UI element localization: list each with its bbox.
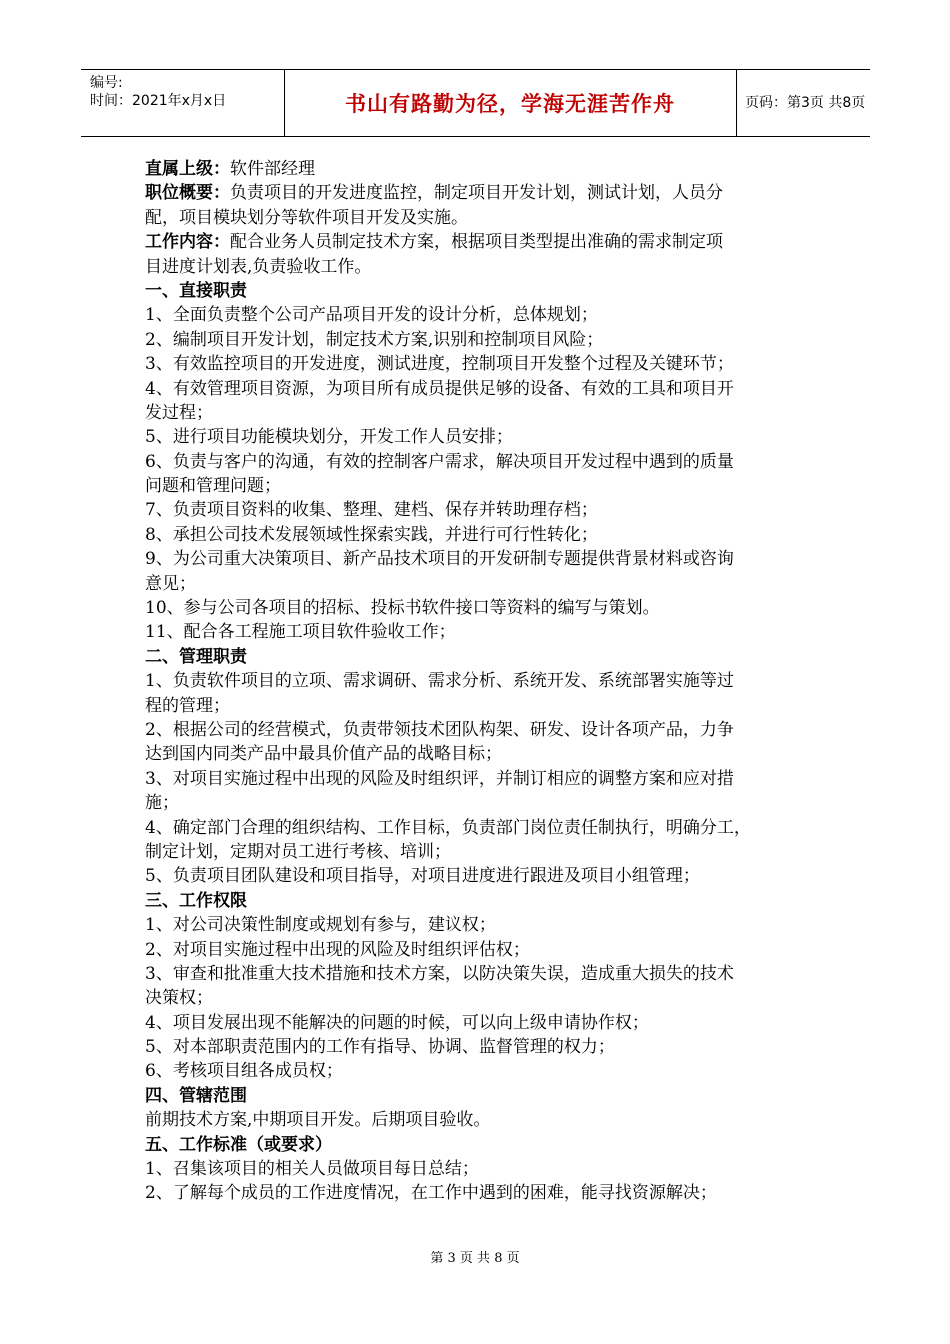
document-body (145, 157, 820, 1206)
list-item-cont: 意见； (145, 573, 196, 594)
section-title-jurisdiction: 四、管辖范围 (145, 1085, 247, 1106)
list-item: 4、有效管理项目资源，为项目所有成员提供足够的设备、有效的工具和项目开 (145, 378, 734, 399)
list-item-cont: 程的管理； (145, 695, 230, 716)
list-item: 5、对本部职责范围内的工作有指导、协调、监督管理的权力； (145, 1037, 615, 1058)
list-item: 1、召集该项目的相关人员做项目每日总结； (145, 1159, 479, 1180)
list-item: 前期技术方案,中期项目开发。后期项目验收。 (145, 1110, 491, 1131)
overview-label: 职位概要： (145, 183, 230, 204)
list-item: 9、为公司重大决策项目、新产品技术项目的开发研制专题提供背景材料或咨询 (145, 549, 734, 570)
list-item: 4、确定部门合理的组织结构、工作目标，负责部门岗位责任制执行，明确分工， (145, 817, 751, 838)
page-footer: 第 3 页 共 8 页 (430, 1251, 520, 1266)
list-item: 1、对公司决策性制度或规划有参与，建议权； (145, 915, 496, 936)
list-item-cont: 发过程； (145, 402, 213, 423)
section-title-direct-duties: 一、直接职责 (145, 280, 247, 301)
page-header (81, 69, 870, 137)
header-page-cell (736, 70, 870, 136)
list-item: 3、有效监控项目的开发进度，测试进度，控制项目开发整个过程及关键环节； (145, 354, 734, 375)
work-content-line-cont: 目进度计划表,负责验收工作。 (145, 256, 372, 277)
list-item: 4、项目发展出现不能解决的问题的时候，可以向上级申请协作权； (145, 1012, 649, 1033)
document-time-label: 时间：2021年x月x日 (90, 93, 227, 109)
overview-line-cont: 配，项目模块划分等软件项目开发及实施。 (145, 207, 468, 228)
header-page-info: 页码：第3页 共8页 (745, 95, 866, 111)
list-item: 1、负责软件项目的立项、需求调研、需求分析、系统开发、系统部署实施等过 (145, 671, 734, 692)
header-motto-cell (284, 70, 737, 136)
list-item: 6、负责与客户的沟通，有效的控制客户需求，解决项目开发过程中遇到的质量 (145, 451, 734, 472)
list-item: 10、参与公司各项目的招标、投标书软件接口等资料的编写与策划。 (145, 598, 660, 619)
list-item: 7、负责项目资料的收集、整理、建档、保存并转助理存档； (145, 500, 598, 521)
list-item: 2、对项目实施过程中出现的风险及时组织评估权； (145, 939, 530, 960)
superior-label: 直属上级： (145, 159, 230, 179)
superior-line (145, 157, 820, 181)
overview-text: 负责项目的开发进度监控，制定项目开发计划，测试计划，人员分 (230, 183, 723, 204)
list-item: 8、承担公司技术发展领域性探索实践，并进行可行性转化； (145, 524, 598, 545)
list-item-cont: 制定计划，定期对员工进行考核、培训； (145, 841, 451, 862)
list-item-cont: 达到国内同类产品中最具价值产品的战略目标； (145, 744, 502, 765)
work-content-line (145, 230, 820, 254)
list-item: 2、了解每个成员的工作进度情况，在工作中遇到的困难，能寻找资源解决； (145, 1183, 717, 1204)
section-title-management-duties: 二、管理职责 (145, 646, 247, 667)
document-number-label: 编号: (90, 75, 123, 91)
list-item: 6、考核项目组各成员权； (145, 1061, 343, 1082)
list-item: 3、对项目实施过程中出现的风险及时组织评，并制订相应的调整方案和应对措 (145, 768, 734, 789)
header-left-cell (81, 70, 285, 136)
work-content-text: 配合业务人员制定技术方案，根据项目类型提出准确的需求制定项 (230, 232, 723, 253)
overview-line (145, 181, 820, 205)
list-item: 5、进行项目功能模块划分，开发工作人员安排； (145, 427, 513, 448)
work-content-label: 工作内容： (145, 232, 230, 253)
list-item-cont: 施； (145, 793, 179, 814)
list-item-cont: 决策权； (145, 988, 213, 1009)
header-motto: 书山有路勤为径，学海无涯苦作舟 (345, 92, 675, 116)
list-item: 2、编制项目开发计划，制定技术方案,识别和控制项目风险； (145, 329, 604, 350)
section-title-work-authority: 三、工作权限 (145, 890, 247, 911)
superior-value: 软件部经理 (230, 159, 315, 179)
list-item: 5、负责项目团队建设和项目指导，对项目进度进行跟进及项目小组管理； (145, 866, 700, 887)
list-item: 1、全面负责整个公司产品项目开发的设计分析，总体规划； (145, 305, 598, 326)
list-item: 11、配合各工程施工项目软件验收工作； (145, 622, 456, 643)
section-title-work-standards: 五、工作标准（或要求） (145, 1134, 332, 1155)
list-item: 2、根据公司的经营模式，负责带领技术团队构架、研发、设计各项产品，力争 (145, 719, 734, 740)
list-item: 3、审查和批准重大技术措施和技术方案，以防决策失误，造成重大损失的技术 (145, 963, 734, 984)
list-item-cont: 问题和管理问题； (145, 476, 281, 497)
